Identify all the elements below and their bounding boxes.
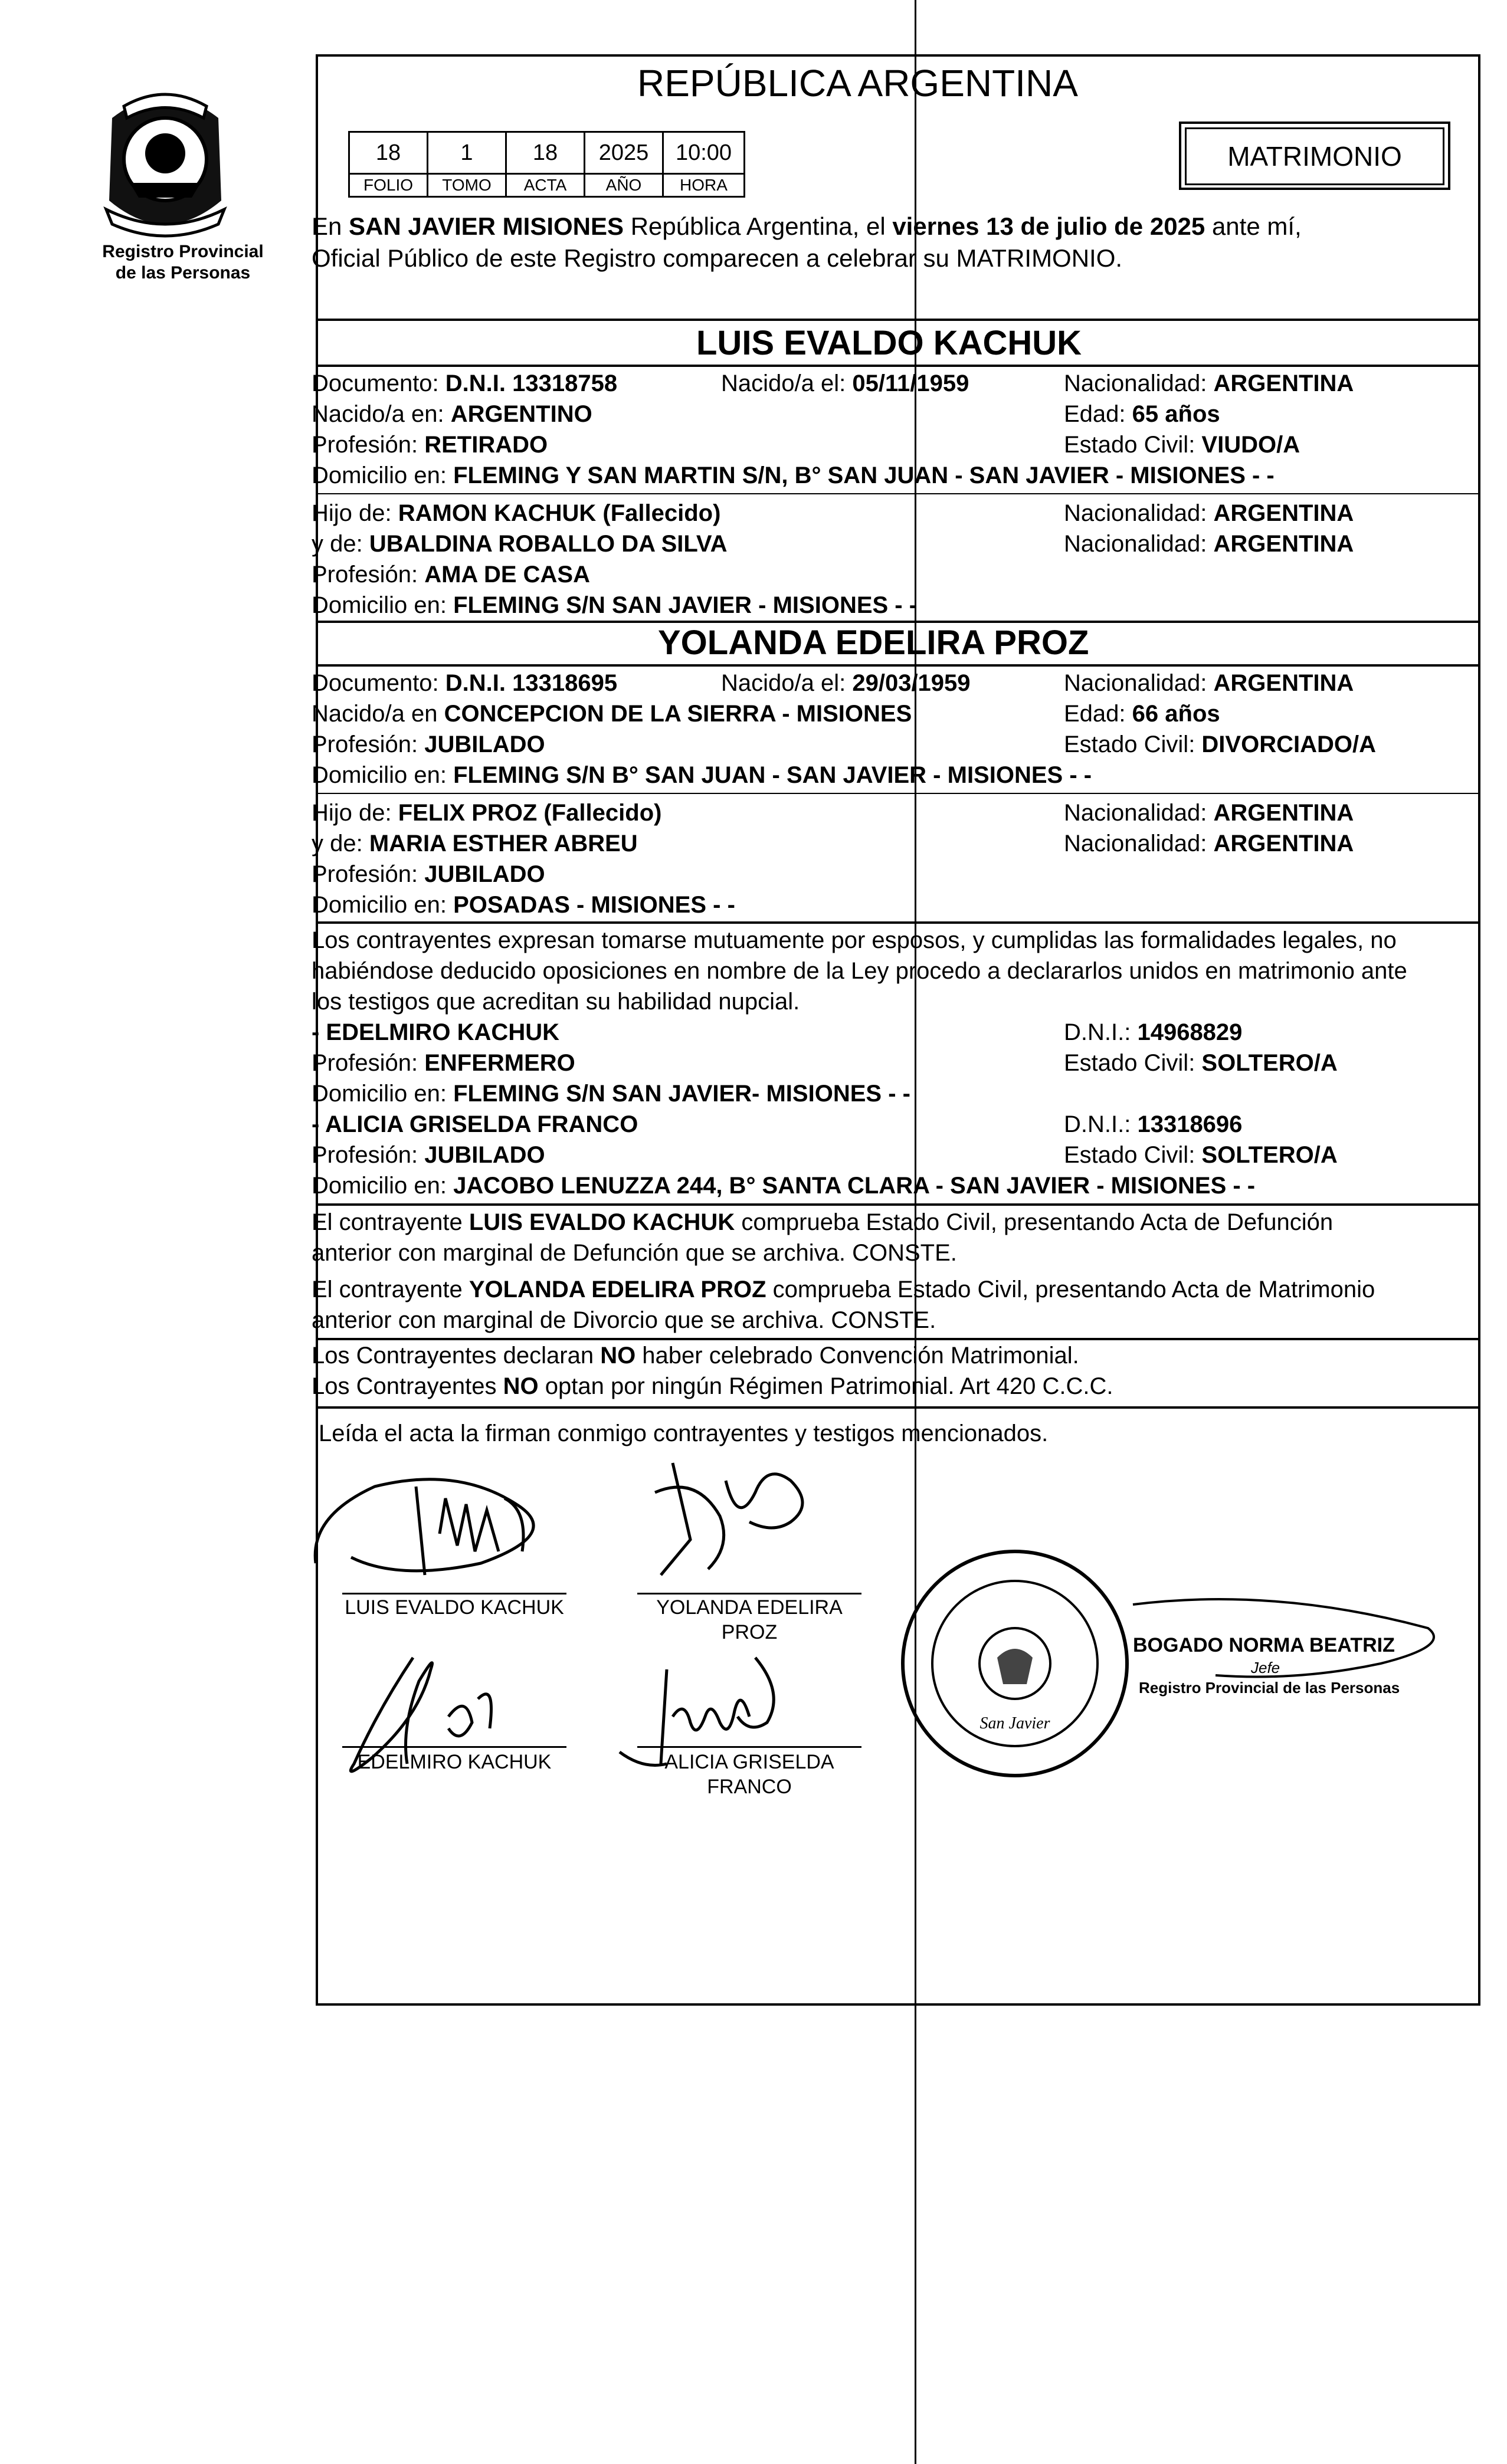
bride-father: Hijo de: FELIX PROZ (Fallecido) [312,800,662,826]
bride-signature-label-2: PROZ [721,1621,778,1643]
groom-profession: Profesión: RETIRADO [312,432,548,458]
witness-1-civil-status: Estado Civil: SOLTERO/A [1064,1050,1338,1076]
witness-2-signature-label-2: FRANCO [707,1776,792,1798]
bride-name: YOLANDA EDELIRA PROZ [658,624,1089,662]
officer-name: BOGADO NORMA BEATRIZ [1133,1634,1395,1656]
bride-father-nationality: Nacionalidad: ARGENTINA [1064,800,1354,826]
groom-document: Documento: D.N.I. 13318758 [312,370,618,396]
registry-line-1: Registro Provincial [102,242,264,261]
record-type: MATRIMONIO [1227,141,1402,172]
witness-2-address: Domicilio en: JACOBO LENUZZA 244, B° SANTA CLARA - SAN JAVIER - MISIONES - - [312,1173,1256,1199]
groom-father: Hijo de: RAMON KACHUK (Fallecido) [312,500,721,526]
note-bride-line-1: El contrayente YOLANDA EDELIRA PROZ comprueba Estado Civil, presentando Acta de Matrimonio [312,1277,1375,1302]
acta-label: ACTA [506,174,585,197]
bride-mother-nationality: Nacionalidad: ARGENTINA [1064,831,1354,857]
record-table [348,131,745,198]
witness-2-dni: D.N.I.: 13318696 [1064,1111,1243,1137]
intro-place: SAN JAVIER MISIONES [349,212,624,240]
bride-signature [637,1457,826,1593]
declaration-line-1: Los contrayentes expresan tomarse mutuamente por esposos, y cumplidas las formalidades legales, no [312,927,1397,953]
declaration-line-3: los testigos que acreditan su habilidad nupcial. [312,989,800,1015]
groom-civil-status: Estado Civil: VIUDO/A [1064,432,1300,458]
bride-mother: y de: MARIA ESTHER ABREU [312,831,638,857]
seal-city: San Javier [979,1714,1050,1733]
witness-1-signature-label: EDELMIRO KACHUK [357,1751,552,1773]
groom-mother: y de: UBALDINA ROBALLO DA SILVA [312,531,728,557]
divider-closing-top [316,1406,1478,1409]
groom-birthplace: Nacido/a en: ARGENTINO [312,401,592,427]
tomo-value: 1 [428,132,506,174]
folio-label: FOLIO [349,174,428,197]
groom-mother-profession: Profesión: AMA DE CASA [312,562,590,588]
intro-date: viernes 13 de julio de 2025 [892,212,1205,240]
groom-birthdate: Nacido/a el: 05/11/1959 [721,370,969,396]
groom-signature [304,1463,581,1587]
bride-birthdate: Nacido/a el: 29/03/1959 [721,670,971,696]
matrimonio-box [1179,122,1450,190]
acta-value: 18 [506,132,585,174]
declaration-line-2: habiéndose deducido oposiciones en nombre de la Ley procedo a declararlos unidos en matrimonio ante [312,958,1407,984]
officer-stamp [1121,1593,1452,1711]
groom-signature-label: LUIS EVALDO KACHUK [345,1596,564,1619]
witness-2-signature-line [637,1746,861,1748]
hora-label: HORA [663,174,745,197]
hora-value: 10:00 [663,132,745,174]
bride-civil-status: Estado Civil: DIVORCIADO/A [1064,731,1376,757]
registry-line-2: de las Personas [115,263,251,283]
officer-office: Registro Provincial de las Personas [1139,1679,1400,1697]
officer-role: Jefe [1251,1659,1280,1676]
divider-groom-name [316,365,1478,367]
groom-age: Edad: 65 años [1064,401,1220,427]
bride-parents-address: Domicilio en: POSADAS - MISIONES - - [312,892,735,918]
witness-2-signature-label-1: ALICIA GRISELDA [664,1751,834,1773]
intro-line-2: Oficial Público de este Registro comparecen a celebrar su MATRIMONIO. [312,244,1123,272]
divider-declaration-top [316,921,1478,924]
note-groom-line-2: anterior con marginal de Defunción que se archiva. CONSTE. [312,1240,957,1266]
divider-bride-parents [316,793,1478,794]
bride-profession: Profesión: JUBILADO [312,731,545,757]
witness-1-signature-line [342,1746,566,1748]
tomo-label: TOMO [428,174,506,197]
groom-father-nationality: Nacionalidad: ARGENTINA [1064,500,1354,526]
official-round-seal [897,1546,1133,1781]
groom-signature-line [342,1593,566,1594]
convention-line: Los Contrayentes declaran NO haber celebrado Convención Matrimonial. [312,1343,1079,1369]
divider-groom-parents [316,493,1478,494]
bride-signature-label-1: YOLANDA EDELIRA [656,1596,843,1619]
province-logo [89,83,242,242]
witness-2-name: - ALICIA GRISELDA FRANCO [312,1111,638,1137]
page-title: REPÚBLICA ARGENTINA [637,62,1078,104]
divider-groom-top [316,319,1478,321]
groom-mother-nationality: Nacionalidad: ARGENTINA [1064,531,1354,557]
ano-value: 2025 [585,132,663,174]
misiones-shield-icon [89,83,242,242]
groom-name: LUIS EVALDO KACHUK [696,324,1082,362]
intro-line-1: En SAN JAVIER MISIONES República Argentina, el viernes 13 de julio de 2025 ante mí, [312,212,1302,240]
regime-line: Los Contrayentes NO optan por ningún Régimen Patrimonial. Art 420 C.C.C. [312,1373,1113,1399]
closing-line: Leída el acta la firman conmigo contrayentes y testigos mencionados. [319,1420,1049,1446]
groom-parents-address: Domicilio en: FLEMING S/N SAN JAVIER - MISIONES - - [312,592,918,618]
ano-label: AÑO [585,174,663,197]
bride-age: Edad: 66 años [1064,701,1220,727]
witness-2-profession: Profesión: JUBILADO [312,1142,545,1168]
groom-address: Domicilio en: FLEMING Y SAN MARTIN S/N, B° SAN JUAN - SAN JAVIER - MISIONES - - [312,462,1275,488]
groom-nationality: Nacionalidad: ARGENTINA [1064,370,1354,396]
bride-signature-line [637,1593,861,1594]
bride-birthplace: Nacido/a en CONCEPCION DE LA SIERRA - MISIONES [312,701,912,727]
bride-mother-profession: Profesión: JUBILADO [312,861,545,887]
witness-2-civil-status: Estado Civil: SOLTERO/A [1064,1142,1338,1168]
folio-value: 18 [349,132,428,174]
note-groom-line-1: El contrayente LUIS EVALDO KACHUK comprueba Estado Civil, presentando Acta de Defunción [312,1209,1334,1235]
bride-document: Documento: D.N.I. 13318695 [312,670,618,696]
bride-nationality: Nacionalidad: ARGENTINA [1064,670,1354,696]
witness-1-address: Domicilio en: FLEMING S/N SAN JAVIER- MISIONES - - [312,1081,910,1107]
bride-address: Domicilio en: FLEMING S/N B° SAN JUAN - SAN JAVIER - MISIONES - - [312,762,1092,788]
divider-notes-top [316,1203,1478,1206]
witness-1-name: - EDELMIRO KACHUK [312,1019,559,1045]
divider-bride-name [316,664,1478,667]
note-bride-line-2: anterior con marginal de Divorcio que se archiva. CONSTE. [312,1307,936,1333]
witness-1-dni: D.N.I.: 14968829 [1064,1019,1243,1045]
witness-1-profession: Profesión: ENFERMERO [312,1050,575,1076]
